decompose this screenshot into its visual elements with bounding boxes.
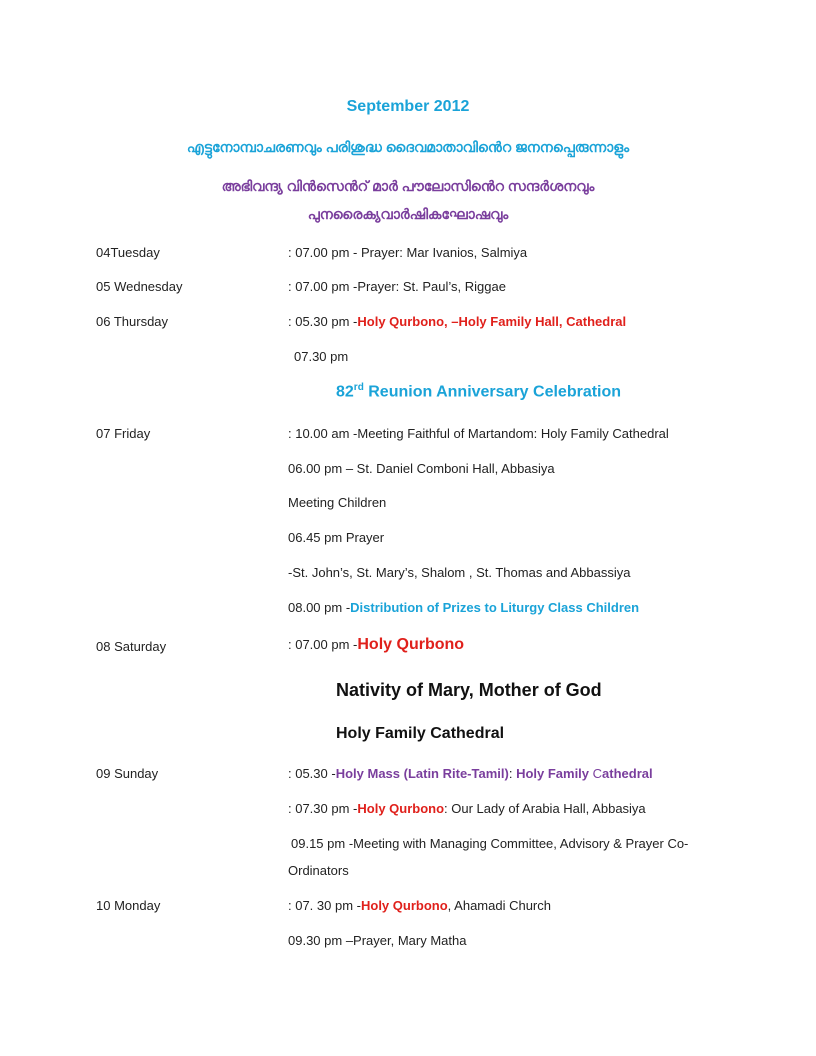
event-10-line2: 09.30 pm –Prayer, Mary Matha bbox=[288, 933, 467, 948]
event-09-line1-place: Holy Family bbox=[516, 766, 593, 781]
event-10-line1 bbox=[288, 898, 551, 913]
event-08-highlight: Holy Qurbono bbox=[357, 636, 465, 653]
event-07-line5: -St. John’s, St. Mary’s, Shalom , St. Thomas and Abbassiya bbox=[288, 565, 631, 580]
day-label-08: 08 Saturday bbox=[96, 639, 167, 654]
event-10-line1-time: : 07. 30 pm - bbox=[288, 898, 361, 913]
nativity-heading: Nativity of Mary, Mother of God bbox=[336, 680, 602, 700]
event-10-line1-place: , Ahamadi Church bbox=[447, 898, 551, 913]
event-09-line2-place: : Our Lady of Arabia Hall, Abbasiya bbox=[444, 801, 646, 816]
event-07-line2: 06.00 pm – St. Daniel Comboni Hall, Abbasiya bbox=[288, 461, 555, 476]
day-label-04: 04Tuesday bbox=[96, 245, 160, 260]
event-07-line1: : 10.00 am -Meeting Faithful of Martandom: Holy Family Cathedral bbox=[288, 426, 669, 441]
cathedral-heading: Holy Family Cathedral bbox=[336, 725, 505, 742]
event-09-line1 bbox=[288, 766, 653, 781]
event-09-line2-highlight: Holy Qurbono bbox=[357, 801, 445, 816]
event-09-line2 bbox=[288, 801, 646, 816]
event-08 bbox=[288, 636, 464, 654]
event-06-time: : 05.30 pm - bbox=[288, 314, 358, 329]
malayalam-heading-line1: എട്ടുനോമ്പാചരണവും പരിശുദ്ധ ദൈവമാതാവിൻെറ ജനനപ്പെരുന്നാളും bbox=[186, 139, 630, 155]
event-04: : 07.00 pm - Prayer: Mar Ivanios, Salmiya bbox=[288, 245, 528, 260]
anniversary-number: 82 bbox=[336, 383, 354, 401]
event-07-line4: 06.45 pm Prayer bbox=[288, 530, 385, 545]
event-09-line1-c: C bbox=[592, 766, 603, 781]
event-07-line3: Meeting Children bbox=[288, 495, 387, 510]
day-label-06: 06 Thursday bbox=[96, 314, 169, 329]
event-07-line6-time: 08.00 pm - bbox=[288, 600, 351, 615]
day-label-10: 10 Monday bbox=[96, 898, 161, 913]
event-07-line6 bbox=[288, 600, 639, 615]
anniversary-text: Reunion Anniversary Celebration bbox=[363, 383, 622, 401]
event-09-line2-time: : 07.30 pm - bbox=[288, 801, 358, 816]
event-07-line6-highlight: Distribution of Prizes to Liturgy Class Children bbox=[350, 600, 640, 615]
event-09-line1-sep: : bbox=[508, 766, 517, 781]
day-label-09: 09 Sunday bbox=[96, 766, 159, 781]
event-06-highlight: Holy Qurbono, –Holy Family Hall, Cathedral bbox=[357, 314, 627, 329]
day-label-05: 05 Wednesday bbox=[96, 279, 183, 294]
event-10-line1-highlight: Holy Qurbono bbox=[360, 898, 448, 913]
malayalam-heading-line3: പുനരൈക്യവാർഷികഘോഷവും bbox=[307, 206, 509, 222]
event-06-line2: 07.30 pm bbox=[294, 349, 349, 364]
event-09-line3: 09.15 pm -Meeting with Managing Committee, Advisory & Prayer Co- bbox=[291, 836, 689, 851]
event-09-line4: Ordinators bbox=[288, 863, 349, 878]
event-06 bbox=[288, 314, 626, 329]
event-09-line1-place-end: athedral bbox=[602, 766, 653, 781]
anniversary-suffix: rd bbox=[353, 382, 364, 393]
event-08-time: : 07.00 pm - bbox=[288, 637, 358, 652]
malayalam-heading-line2: അഭിവന്ദ്യ വിൻസെൻറ് മാർ പൗലോസിൻെറ സന്ദർശനവും bbox=[221, 178, 595, 194]
anniversary-heading bbox=[336, 382, 621, 401]
day-label-07: 07 Friday bbox=[96, 426, 151, 441]
event-09-line1-time: : 05.30 - bbox=[288, 766, 336, 781]
event-05: : 07.00 pm -Prayer: St. Paul’s, Riggae bbox=[288, 279, 506, 294]
page-title: September 2012 bbox=[346, 98, 470, 115]
event-09-line1-mass: Holy Mass (Latin Rite-Tamil) bbox=[335, 766, 509, 781]
